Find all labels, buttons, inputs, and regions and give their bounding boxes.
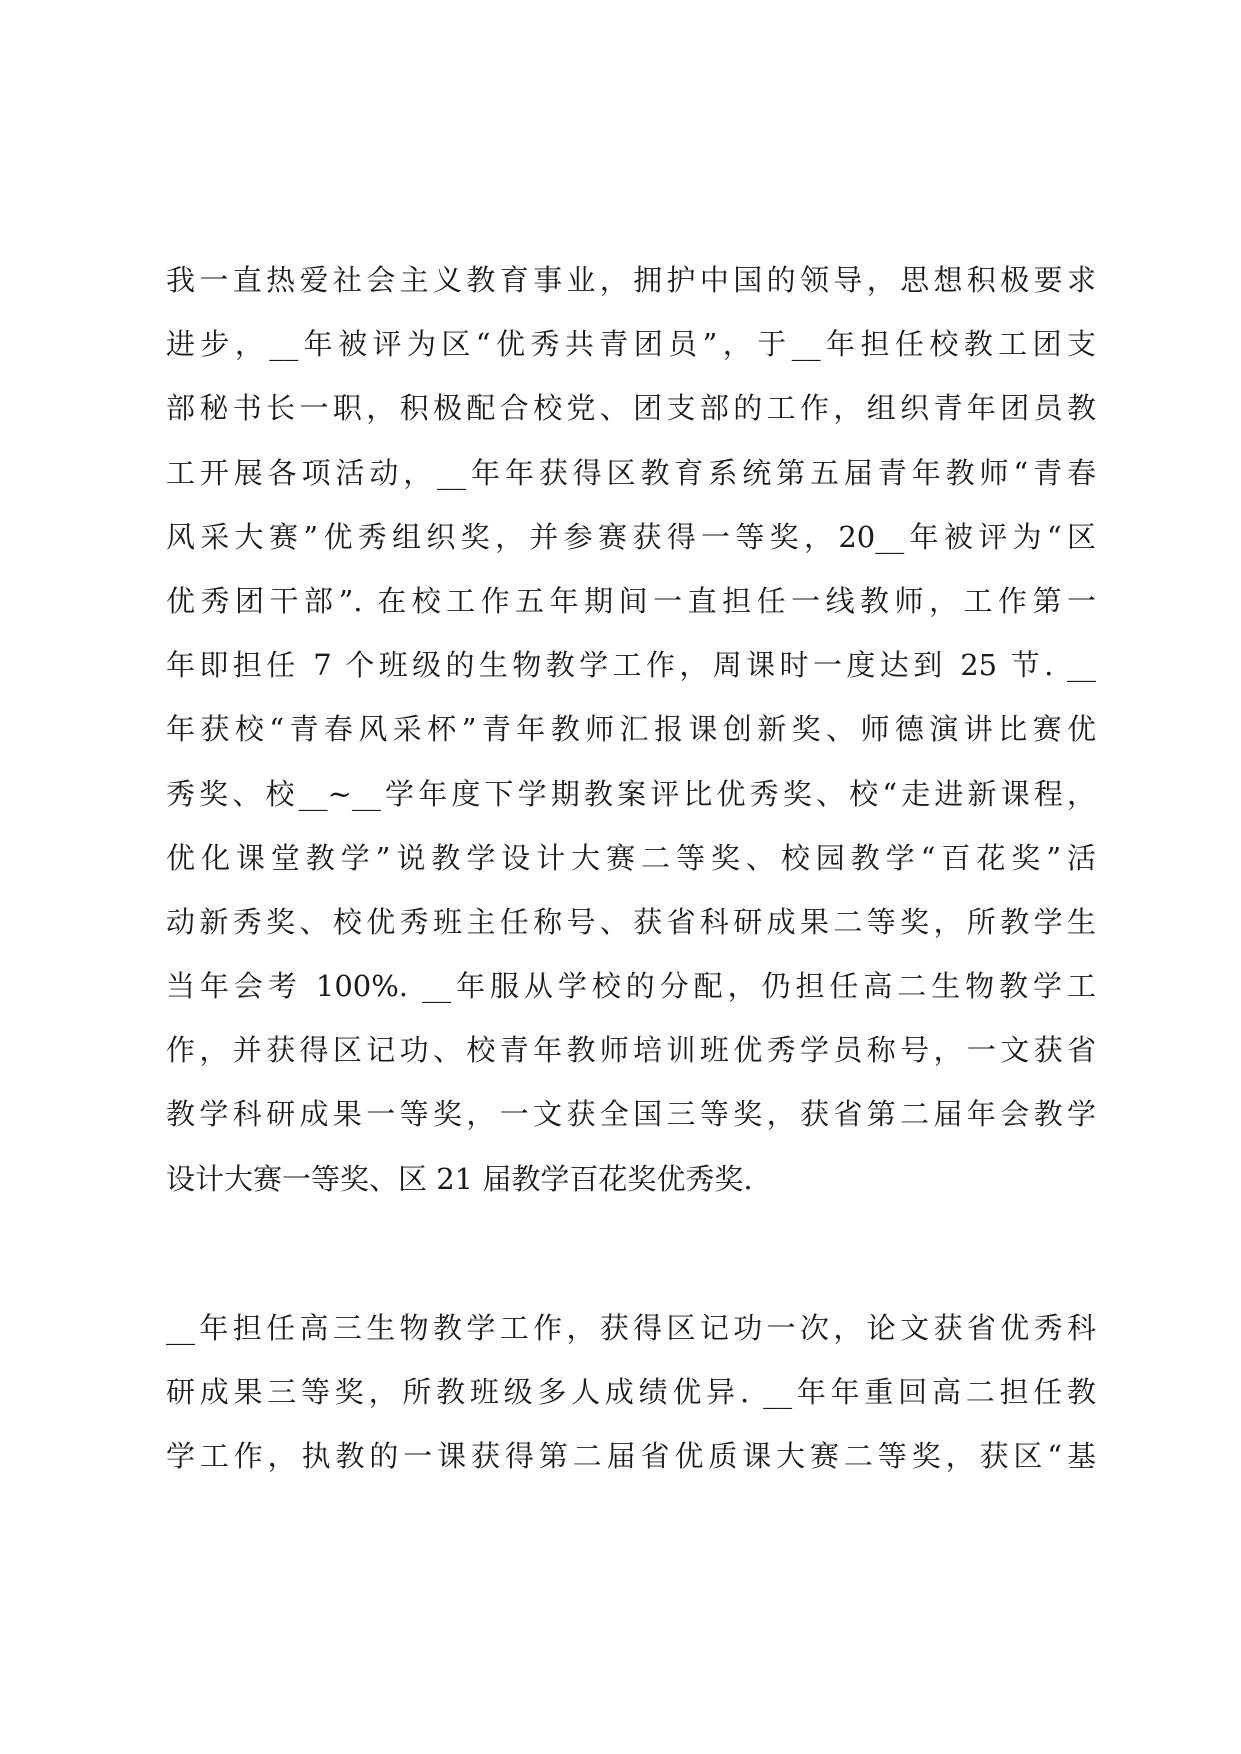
text-line: 风采大赛”优秀组织奖，并参赛获得一等奖，20__年被评为“区 xyxy=(166,519,1096,554)
text-line: 秀奖、校__~__学年度下学期教案评比优秀奖、校“走进新课程， xyxy=(166,776,1096,811)
text-line: __年担任高三生物教学工作，获得区记功一次，论文获省优秀科 xyxy=(166,1311,1096,1345)
text-line: 学工作，执教的一课获得第二届省优质课大赛二等奖，获区“基 xyxy=(166,1439,1096,1474)
text-line: 进步，__年被评为区“优秀共青团员”，于__年担任校教工团支 xyxy=(166,327,1096,362)
text-line: 优化课堂教学”说教学设计大赛二等奖、校园教学“百花奖”活 xyxy=(166,840,1096,875)
text-line: 工开展各项活动，__年年获得区教育系统第五届青年教师“青春 xyxy=(166,455,1096,490)
text-line: 研成果三等奖，所教班级多人成绩优异. __年年重回高二担任教 xyxy=(166,1375,1096,1410)
text-line: 我一直热爱社会主义教育事业，拥护中国的领导，思想积极要求 xyxy=(166,263,1096,297)
text-line: 年即担任 7 个班级的生物教学工作，周课时一度达到 25 节. __ xyxy=(166,648,1096,683)
text-line: 教学科研成果一等奖，一文获全国三等奖，获省第二届年会教学 xyxy=(166,1097,1096,1132)
text-line: 动新秀奖、校优秀班主任称号、获省科研成果二等奖，所教学生 xyxy=(166,904,1096,939)
text-line: 优秀团干部”. 在校工作五年期间一直担任一线教师，工作第一 xyxy=(166,583,1096,618)
text-line: 作，并获得区记功、校青年教师培训班优秀学员称号，一文获省 xyxy=(166,1033,1096,1068)
paragraph-1 xyxy=(166,248,1096,1211)
text-line: 部秘书长一职，积极配合校党、团支部的工作，组织青年团员教 xyxy=(166,391,1096,426)
paragraph-2 xyxy=(166,1296,1096,1489)
text-line: 年获校“青春风采杯”青年教师汇报课创新奖、师德演讲比赛优 xyxy=(166,712,1096,747)
text-line: 当年会考 100%. __年服从学校的分配，仍担任高二生物教学工 xyxy=(166,969,1096,1004)
text-line: 设计大赛一等奖、区 21 届教学百花奖优秀奖. xyxy=(166,1161,753,1196)
